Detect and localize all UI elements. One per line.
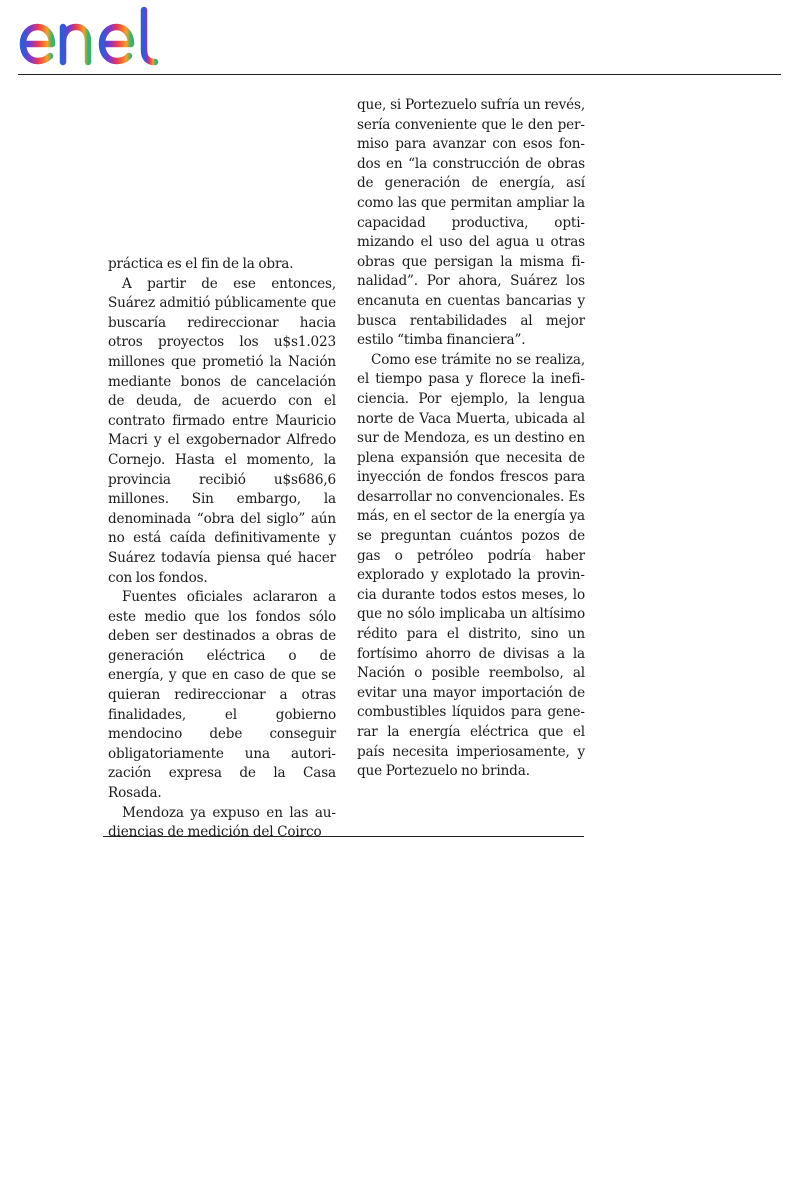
- article-paragraph: A partir de ese entonces, Suárez admitió públicamente que buscaría redireccionar hacia otros proyectos los u$s1.023 millones que prometió la Nación mediante bonos de cancelación de deuda, de acuerdo con el contrato firmado entre Mauricio Macri y el exgobernador Alfredo Cornejo. Hasta el momento, la provincia recibió u$s686,6 millones. Sin embargo, la denominada “obra del siglo” aún no está caída definitivamente y Suárez todavía piensa qué hacer con los fondos.: [108, 275, 336, 586]
- article-paragraph: Mendoza ya expuso en las audiencias de medición del Coirco: [108, 804, 336, 841]
- article-paragraph: que, si Portezuelo sufría un revés, sería conveniente que le den permiso para avanzar con esos fondos en “la construcción de obras de generación de energía, así como las que permitan ampliar la capacidad productiva, optimizando el uso del agua u otras obras que persigan la misma finalidad”. Por ahora, Suárez los encanuta en cuentas bancarias y busca rentabilidades al mejor estilo “timba financiera”.: [357, 97, 585, 349]
- article-paragraph: Como ese trámite no se realiza, el tiempo pasa y florece la ineficiencia. Por ejemplo, la lengua norte de Vaca Muerta, ubicada al sur de Mendoza, es un destino en plena expansión que necesita de inyección de fondos frescos para desarrollar no convencionales. Es más, en el sector de la energía ya se preguntan cuántos pozos de gas o petróleo podría haber explorado y explotado la provincia durante todos estos meses, lo que no sólo implicaba un altísimo rédito para el distrito, sino un fortísimo ahorro de divisas a la Nación o posible reembolso, al evitar una mayor importación de combustibles líquidos para generar la energía eléctrica que el país necesita imperiosamente, y que Portezuelo no brinda.: [357, 351, 585, 780]
- article-paragraph: Fuentes oficiales aclararon a este medio que los fondos sólo deben ser destinados a obras de generación eléctrica o de energía, y que en caso de que se quieran redireccionar a otras finalidades, el gobierno mendocino debe conseguir obligatoriamente una autorización expresa de la Casa Rosada.: [108, 589, 336, 802]
- article-paragraph: práctica es el fin de la obra.: [108, 256, 294, 272]
- footer-divider: [103, 836, 584, 837]
- header-divider: [18, 74, 781, 75]
- article-column-right: [357, 96, 585, 782]
- article-column-left: [108, 255, 336, 843]
- enel-logo: [18, 6, 180, 68]
